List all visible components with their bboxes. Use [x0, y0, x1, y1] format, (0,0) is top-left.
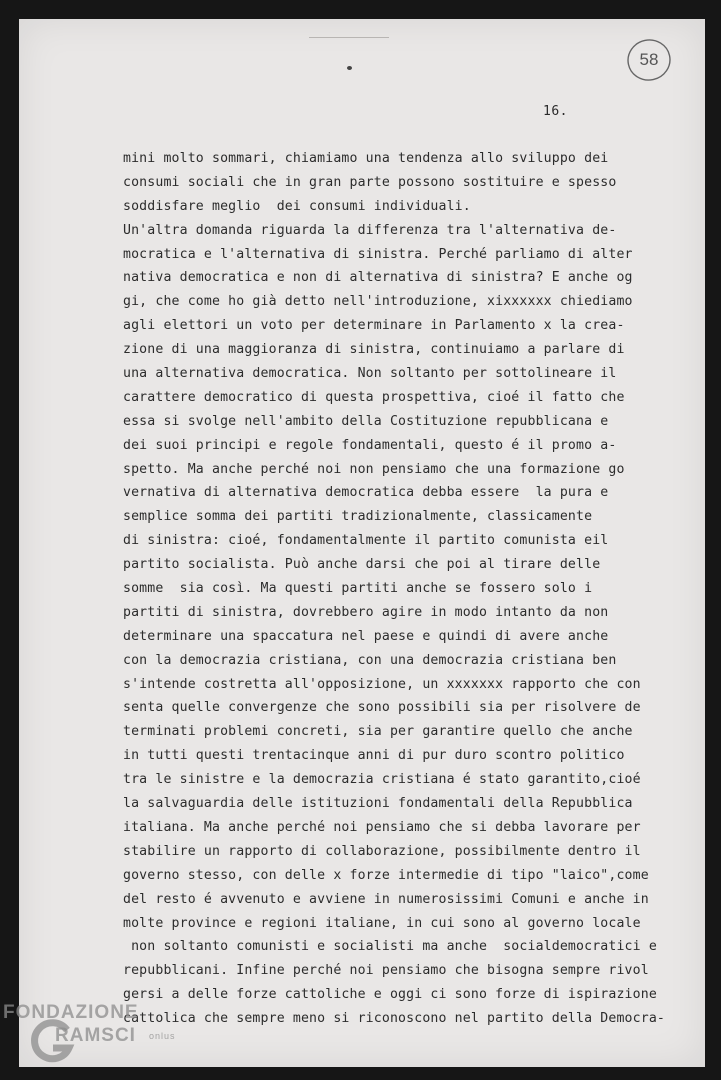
text-line: spetto. Ma anche perché noi non pensiamo che una formazione go: [123, 461, 625, 477]
ink-dot: [347, 66, 352, 70]
watermark-line-3: onlus: [149, 1031, 176, 1041]
text-line: Un'altra domanda riguarda la differenza tra l'alternativa de-: [123, 222, 617, 238]
text-line: repubblicani. Infine perché noi pensiamo che bisogna sempre rivol: [123, 963, 649, 979]
text-line: mini molto sommari, chiamiamo una tendenza allo sviluppo dei: [123, 151, 609, 166]
text-line: del resto é avvenuto e avviene in numerosissimi Comuni e anche in: [123, 891, 649, 907]
text-line: vernativa di alternativa democratica debba essere la pura e: [123, 485, 609, 501]
text-line: partito socialista. Può anche darsi che poi al tirare delle: [123, 557, 601, 573]
text-line: in tutti questi trentacinque anni di pur duro scontro politico: [123, 748, 625, 764]
top-edge-mark: [309, 37, 389, 38]
text-line: nativa democratica e non di alternativa di sinistra? E anche og: [123, 270, 633, 286]
text-line: partiti di sinistra, dovrebbero agire in modo intanto da non: [123, 604, 609, 620]
text-line: s'intende costretta all'opposizione, un xxxxxxx rapporto che con: [123, 676, 641, 692]
text-line: italiana. Ma anche perché noi pensiamo che si debba lavorare per: [123, 819, 641, 835]
text-line: governo stesso, con delle x forze intermedie di tipo "laico",come: [123, 867, 649, 883]
text-line: senta quelle convergenze che sono possibili sia per risolvere de: [123, 700, 641, 716]
text-line: cattolica che sempre meno si riconoscono nel partito della Democra-: [123, 1011, 665, 1027]
text-line: dei suoi principi e regole fondamentali, questo é il promo a-: [123, 437, 617, 453]
text-line: tra le sinistre e la democrazia cristiana é stato garantito,cioé: [123, 772, 641, 788]
watermark-line-1: FONDAZIONE: [3, 1002, 139, 1023]
text-line: con la democrazia cristiana, con una democrazia cristiana ben: [123, 652, 617, 668]
text-line: non soltanto comunisti e socialisti ma anche socialdemocratici e: [123, 939, 657, 955]
text-line: mocratica e l'alternativa di sinistra. Perché parliamo di alter: [123, 246, 633, 262]
text-line: di sinistra: cioé, fondamentalmente il partito comunista eil: [123, 533, 609, 549]
text-line: semplice somma dei partiti tradizionalmente, classicamente: [123, 509, 593, 525]
text-line: la salvaguardia delle istituzioni fondamentali della Repubblica: [123, 796, 633, 812]
text-line: una alternativa democratica. Non soltanto per sottolineare il: [123, 366, 617, 382]
page-number: 16.: [543, 104, 568, 119]
text-line: molte province e regioni italiane, in cui sono al governo locale: [123, 915, 641, 931]
text-line: carattere democratico di questa prospettiva, cioé il fatto che: [123, 389, 625, 405]
watermark-line-2: RAMSCI: [55, 1025, 136, 1046]
text-line: determinare una spaccatura nel paese e quindi di avere anche: [123, 628, 609, 644]
text-line: somme sia così. Ma questi partiti anche se fossero solo i: [123, 581, 593, 597]
text-line: stabilire un rapporto di collaborazione, possibilmente dentro il: [123, 843, 641, 859]
document-page: [19, 19, 705, 1067]
typed-text-block: [123, 147, 683, 1031]
text-line: soddisfare meglio dei consumi individuali.: [123, 198, 471, 214]
text-line: terminati problemi concreti, sia per garantire quello che anche: [123, 724, 633, 740]
watermark-logo: [3, 1000, 203, 1078]
text-line: gersi a delle forze cattoliche e oggi ci sono forze di ispirazione: [123, 987, 657, 1003]
folio-stamp: [625, 36, 673, 84]
text-line: zione di una maggioranza di sinistra, continuiamo a parlare di: [123, 342, 625, 358]
text-line: gi, che come ho già detto nell'introduzione, xixxxxxx chiediamo: [123, 294, 633, 310]
text-line: essa si svolge nell'ambito della Costituzione repubblicana e: [123, 413, 609, 429]
text-line: agli elettori un voto per determinare in Parlamento x la crea-: [123, 318, 625, 334]
text-line: consumi sociali che in gran parte possono sostituire e spesso: [123, 174, 617, 190]
folio-number: 58: [639, 50, 659, 69]
